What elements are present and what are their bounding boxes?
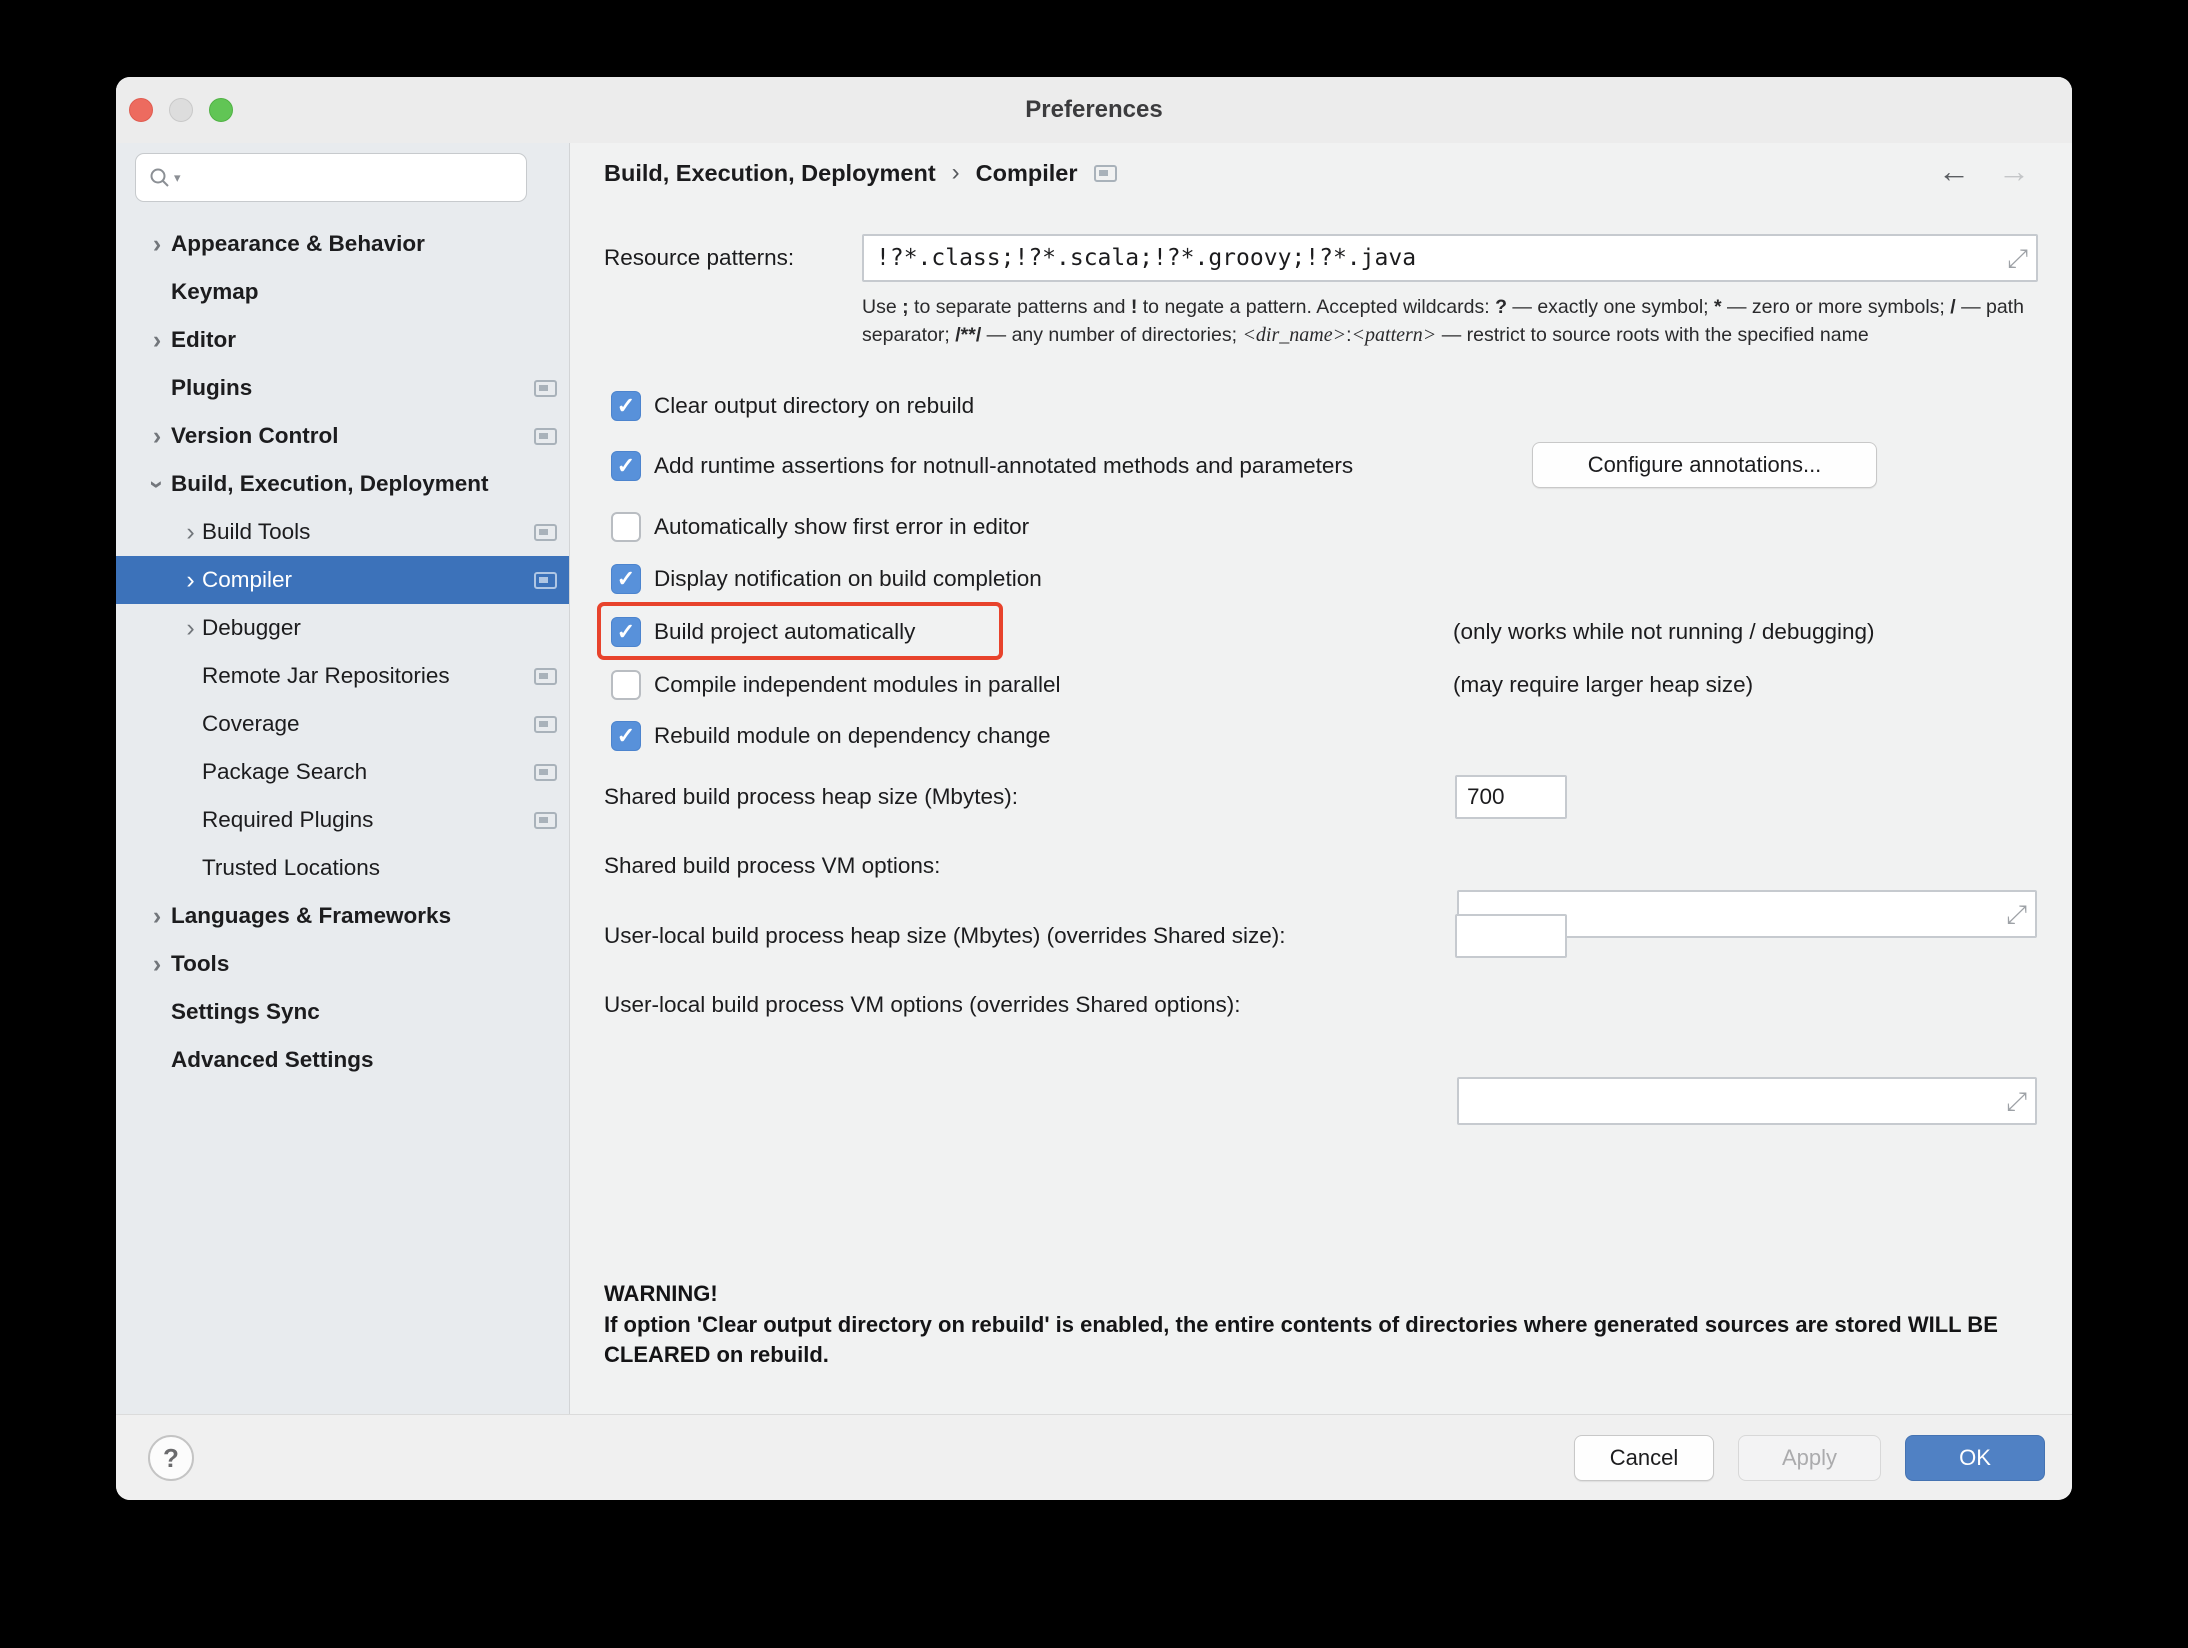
expand-field-icon[interactable]: ⤢ <box>2006 899 2027 929</box>
compile-parallel-note: (may require larger heap size) <box>1453 672 1754 697</box>
checkbox-row-show-first-error: Automatically show first error in editor <box>611 511 1029 543</box>
user-local-vm-options-label: User-local build process VM options (overrides Shared options): <box>604 992 1241 1017</box>
checkbox-row-rebuild-on-dependency-change: ✓ Rebuild module on dependency change <box>611 720 1051 752</box>
in-ide-settings-icon <box>534 428 557 445</box>
forward-arrow-icon: → <box>1998 153 2030 189</box>
sidebar-item-advanced-settings[interactable]: Advanced Settings <box>171 1047 374 1072</box>
search-icon <box>148 166 172 190</box>
checkbox-row-runtime-assertions: ✓ Add runtime assertions for notnull-annotated methods and parameters <box>611 450 1353 482</box>
shared-heap-size-input[interactable] <box>1457 777 1565 817</box>
checkbox-row-clear-output: ✓ Clear output directory on rebuild <box>611 390 974 422</box>
breadcrumb <box>604 159 1117 187</box>
sidebar-item-appearance-behavior[interactable]: › Appearance & Behavior <box>116 220 569 268</box>
user-local-heap-size-label: User-local build process heap size (Mbytes) (overrides Shared size): <box>604 923 1286 948</box>
warning-title: WARNING! <box>604 1281 718 1306</box>
sidebar-item-compiler[interactable]: › Compiler <box>116 556 569 604</box>
sidebar-item-tools[interactable]: › Tools <box>116 940 569 988</box>
cancel-button[interactable]: Cancel <box>1574 1435 1714 1481</box>
user-local-vm-options-input[interactable] <box>1459 1088 2035 1114</box>
chevron-right-icon[interactable]: › <box>152 229 162 258</box>
sidebar-item-plugins[interactable]: Plugins <box>116 364 569 412</box>
chevron-right-icon[interactable]: › <box>186 613 195 642</box>
user-local-heap-size-input[interactable] <box>1457 916 1565 956</box>
configure-annotations-button[interactable]: Configure annotations... <box>1532 442 1877 488</box>
expand-field-icon[interactable]: ⤢ <box>2006 1086 2027 1116</box>
in-ide-settings-icon <box>1094 165 1117 182</box>
resource-patterns-label: Resource patterns: <box>604 245 795 270</box>
in-ide-settings-icon <box>534 524 557 541</box>
build-automatically-note: (only works while not running / debugging) <box>1453 619 1875 644</box>
checkbox-row-compile-parallel: Compile independent modules in parallel (may require larger heap size) <box>611 669 1061 701</box>
expand-field-icon[interactable]: ⤢ <box>2007 243 2028 273</box>
window-title: Preferences <box>1025 96 1163 123</box>
shared-heap-size-field <box>1455 775 1567 819</box>
chevron-right-icon[interactable]: › <box>152 421 162 450</box>
user-local-vm-options-field <box>1457 1077 2037 1125</box>
in-ide-settings-icon <box>534 668 557 685</box>
sidebar-item-build-execution-deployment[interactable]: › Build, Execution, Deployment <box>143 471 489 496</box>
runtime-assertions-checkbox[interactable]: ✓ <box>611 451 641 481</box>
chevron-right-icon[interactable]: › <box>186 517 195 546</box>
chevron-down-icon[interactable]: › <box>143 479 172 489</box>
breadcrumb-separator: › <box>951 159 960 186</box>
clear-output-checkbox[interactable]: ✓ <box>611 391 641 421</box>
shared-vm-options-label: Shared build process VM options: <box>604 853 941 878</box>
ok-button[interactable]: OK <box>1905 1435 2045 1481</box>
dialog-footer <box>116 1414 2072 1500</box>
in-ide-settings-icon <box>534 764 557 781</box>
in-ide-settings-icon <box>534 716 557 733</box>
sidebar-item-debugger[interactable]: › Debugger <box>116 604 569 652</box>
rebuild-on-dependency-checkbox[interactable]: ✓ <box>611 721 641 751</box>
question-mark-icon: ? <box>163 1442 179 1473</box>
back-arrow-icon[interactable]: ← <box>1938 153 1970 189</box>
in-ide-settings-icon <box>534 572 557 589</box>
search-filter-caret-icon[interactable]: ▾ <box>174 169 181 185</box>
checkbox-row-display-notification: ✓ Display notification on build completion <box>611 563 1042 595</box>
sidebar-item-required-plugins[interactable]: Required Plugins <box>116 796 569 844</box>
settings-sidebar <box>116 143 570 1414</box>
chevron-right-icon[interactable]: › <box>152 325 162 354</box>
settings-search-input[interactable] <box>135 153 527 202</box>
sidebar-item-build-tools[interactable]: › Build Tools <box>116 508 569 556</box>
user-local-heap-size-field <box>1455 914 1567 958</box>
apply-button: Apply <box>1738 1435 1881 1481</box>
display-notification-checkbox[interactable]: ✓ <box>611 564 641 594</box>
build-project-automatically-checkbox[interactable]: ✓ <box>611 617 641 647</box>
sidebar-item-package-search[interactable]: Package Search <box>116 748 569 796</box>
sidebar-item-coverage[interactable]: Coverage <box>116 700 569 748</box>
red-highlight-box <box>597 602 1003 660</box>
resource-patterns-input[interactable] <box>864 245 2036 271</box>
settings-tree <box>116 220 569 1084</box>
warning-body: If option 'Clear output directory on rebuild' is enabled, the entire contents of directories where generated sources are stored WILL BE CLEARED on rebuild. <box>604 1311 1998 1367</box>
show-first-error-checkbox[interactable] <box>611 512 641 542</box>
chevron-right-icon[interactable]: › <box>152 949 162 978</box>
sidebar-item-keymap[interactable]: Keymap <box>171 279 259 304</box>
chevron-right-icon[interactable]: › <box>186 565 195 594</box>
resource-patterns-field <box>862 234 2038 282</box>
sidebar-item-editor[interactable]: › Editor <box>116 316 569 364</box>
help-button[interactable] <box>148 1435 194 1481</box>
title-bar <box>116 77 2072 143</box>
sidebar-item-remote-jar-repositories[interactable]: Remote Jar Repositories <box>116 652 569 700</box>
sidebar-item-trusted-locations[interactable]: Trusted Locations <box>202 855 381 880</box>
checkbox-row-build-project-automatically: ✓ Build project automatically (only works while not running / debugging) <box>611 616 915 648</box>
breadcrumb-build-execution-deployment[interactable]: Build, Execution, Deployment <box>604 159 936 186</box>
breadcrumb-compiler: Compiler <box>975 159 1078 186</box>
resource-patterns-help-text: Use ; to separate patterns and ! to negate a pattern. Accepted wildcards: ? — exactly one symbol; * — zero or more symbols; / — path separator; /**/ — any number of directories; <dir_name>:<pattern> — restrict to source roots with the specified name <box>862 296 2024 346</box>
sidebar-item-settings-sync[interactable]: Settings Sync <box>171 999 320 1024</box>
compile-parallel-checkbox[interactable] <box>611 670 641 700</box>
in-ide-settings-icon <box>534 812 557 829</box>
sidebar-item-version-control[interactable]: › Version Control <box>116 412 569 460</box>
in-ide-settings-icon <box>534 380 557 397</box>
chevron-right-icon[interactable]: › <box>152 901 162 930</box>
compiler-settings-panel <box>570 143 2072 1414</box>
preferences-window <box>116 77 2072 1500</box>
shared-heap-size-label: Shared build process heap size (Mbytes): <box>604 784 1018 809</box>
sidebar-item-languages-frameworks[interactable]: › Languages & Frameworks <box>116 892 569 940</box>
warning-block <box>604 1279 2004 1371</box>
